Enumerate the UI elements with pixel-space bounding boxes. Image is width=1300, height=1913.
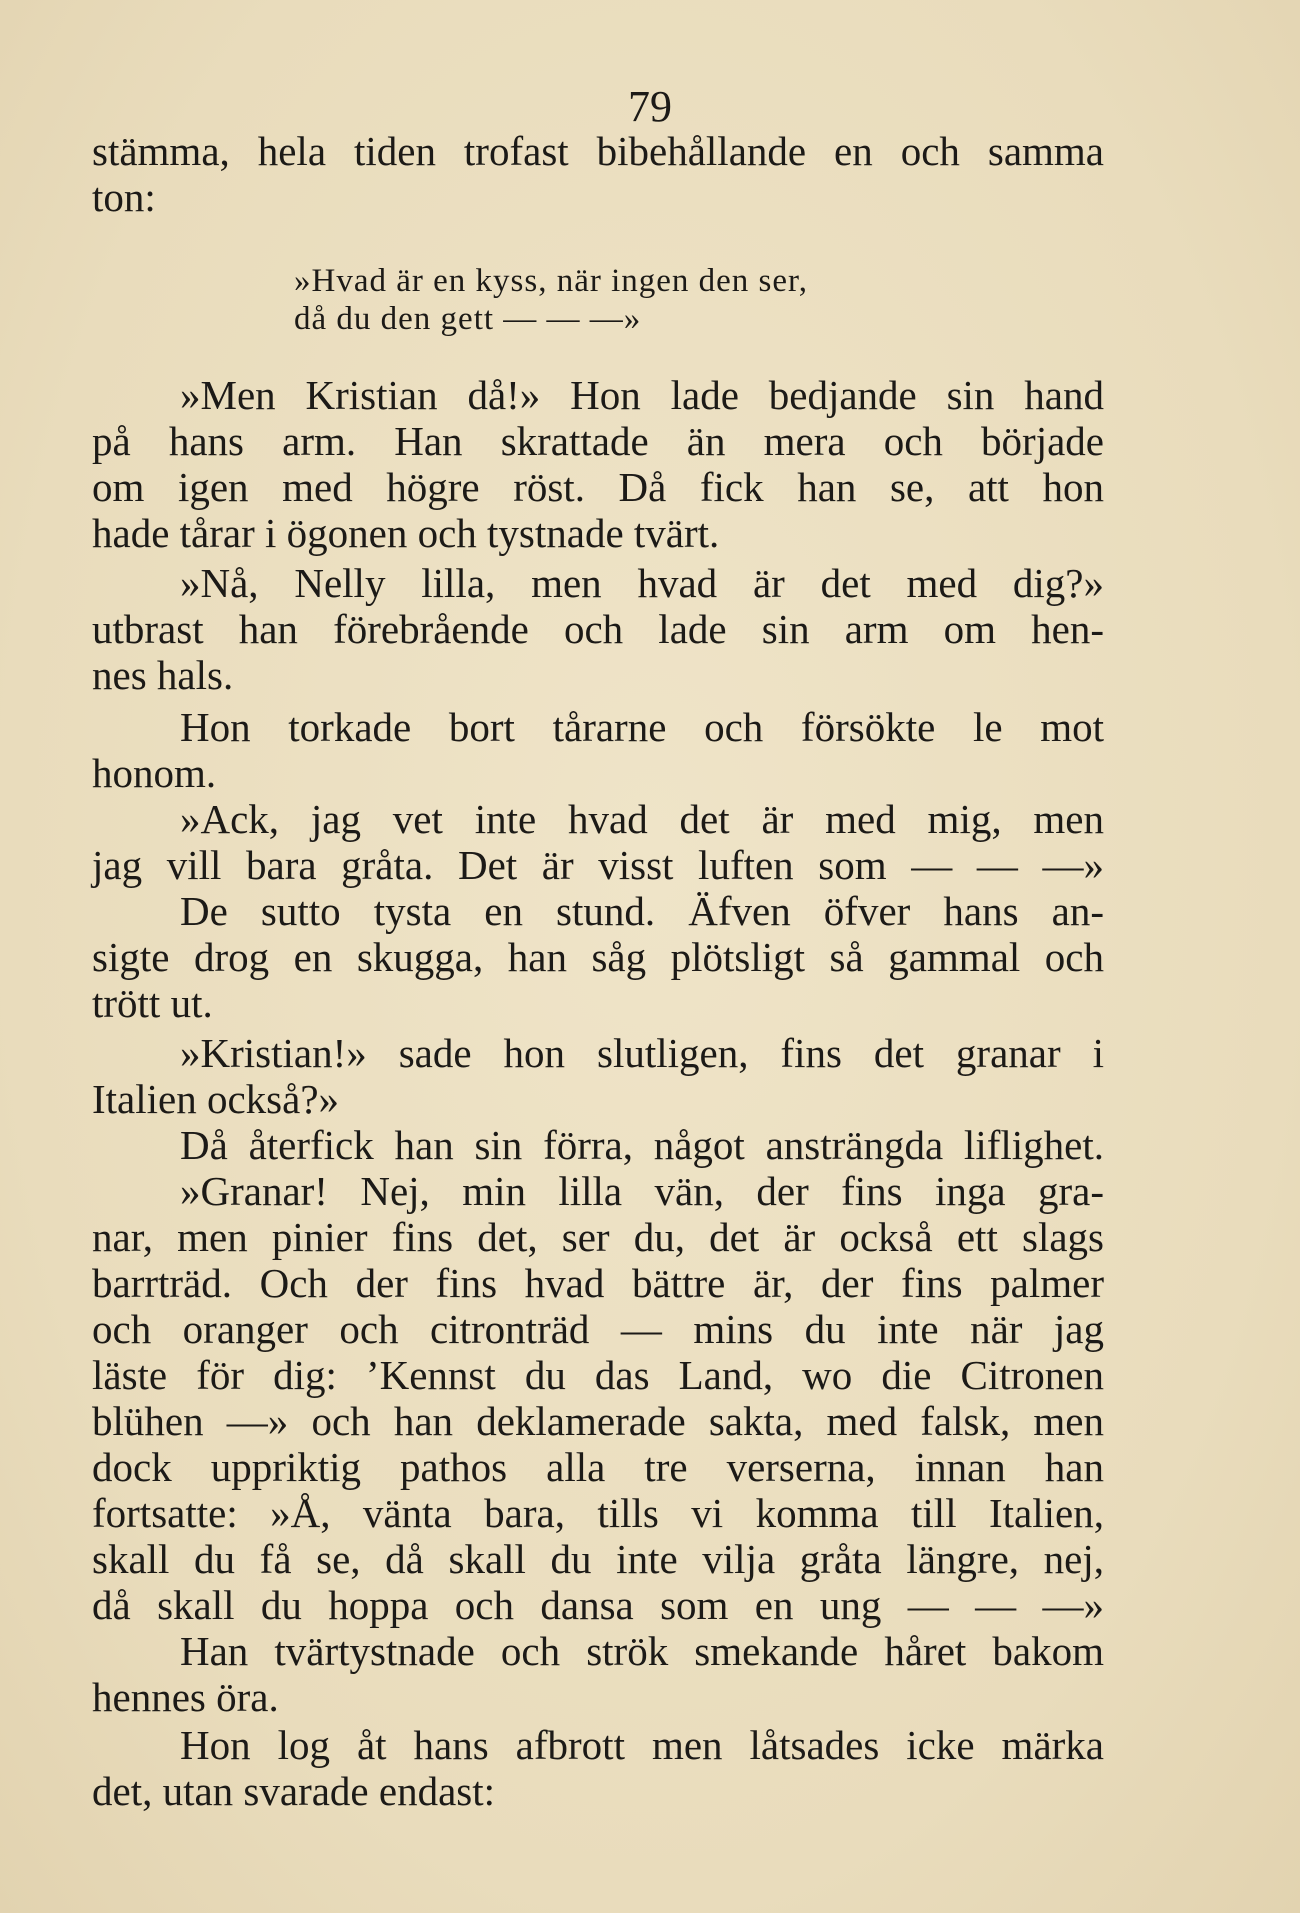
text-line: jag vill bara gråta. Det är visst luften som — — —» <box>92 842 1104 888</box>
text-line: trött ut. <box>92 980 213 1026</box>
text-line: och oranger och citronträd — mins du inte när jag <box>92 1306 1104 1352</box>
text-line: »Nå, Nelly lilla, men hvad är det med dig?» <box>180 560 1104 606</box>
text-line: Hon log åt hans afbrott men låtsades icke märka <box>180 1722 1104 1768</box>
text-line: nar, men pinier fins det, ser du, det är också ett slags <box>92 1214 1104 1260</box>
text-line: barrträd. Och der fins hvad bättre är, der fins palmer <box>92 1260 1104 1306</box>
text-line: fortsatte: »Å, vänta bara, tills vi komma till Italien, <box>92 1490 1104 1536</box>
text-line: det, utan svarade endast: <box>92 1768 496 1814</box>
text-line: blühen —» och han deklamerade sakta, med falsk, men <box>92 1398 1104 1444</box>
text-line: stämma, hela tiden trofast bibehållande en och samma <box>92 128 1104 174</box>
verse-line: »Hvad är en kyss, när ingen den ser, <box>294 263 808 299</box>
text-line: hennes öra. <box>92 1674 279 1720</box>
text-line: Hon torkade bort tårarne och försökte le mot <box>180 704 1104 750</box>
text-line: skall du få se, då skall du inte vilja gråta längre, nej, <box>92 1536 1104 1582</box>
text-line: Italien också?» <box>92 1076 340 1122</box>
text-line: på hans arm. Han skrattade än mera och började <box>92 418 1104 464</box>
text-line: utbrast han förebrående och lade sin arm om hen- <box>92 606 1104 652</box>
verse-line: då du den gett — — —» <box>294 301 642 337</box>
text-line: »Ack, jag vet inte hvad det är med mig, men <box>180 796 1104 842</box>
text-line: nes hals. <box>92 652 234 698</box>
text-line: Då återfick han sin förra, något ansträngda liflighet. <box>180 1122 1104 1168</box>
text-line: sigte drog en skugga, han såg plötsligt så gammal och <box>92 934 1104 980</box>
text-line: ton: <box>92 174 156 220</box>
text-line: läste för dig: ’Kennst du das Land, wo die Citronen <box>92 1352 1104 1398</box>
text-line: om igen med högre röst. Då fick han se, att hon <box>92 464 1104 510</box>
text-line: »Men Kristian då!» Hon lade bedjande sin hand <box>180 372 1104 418</box>
page-number: 79 <box>628 82 672 131</box>
text-line: Han tvärtystnade och strök smekande håret bakom <box>180 1628 1104 1674</box>
text-line: »Kristian!» sade hon slutligen, fins det granar i <box>180 1030 1104 1076</box>
text-line: De sutto tysta en stund. Äfven öfver hans an- <box>180 888 1104 934</box>
text-line: hade tårar i ögonen och tystnade tvärt. <box>92 510 720 556</box>
text-line: då skall du hoppa och dansa som en ung — — —» <box>92 1582 1104 1628</box>
text-line: dock uppriktig pathos alla tre verserna, innan han <box>92 1444 1104 1490</box>
text-line: honom. <box>92 750 217 796</box>
text-line: »Granar! Nej, min lilla vän, der fins inga gra- <box>180 1168 1104 1214</box>
